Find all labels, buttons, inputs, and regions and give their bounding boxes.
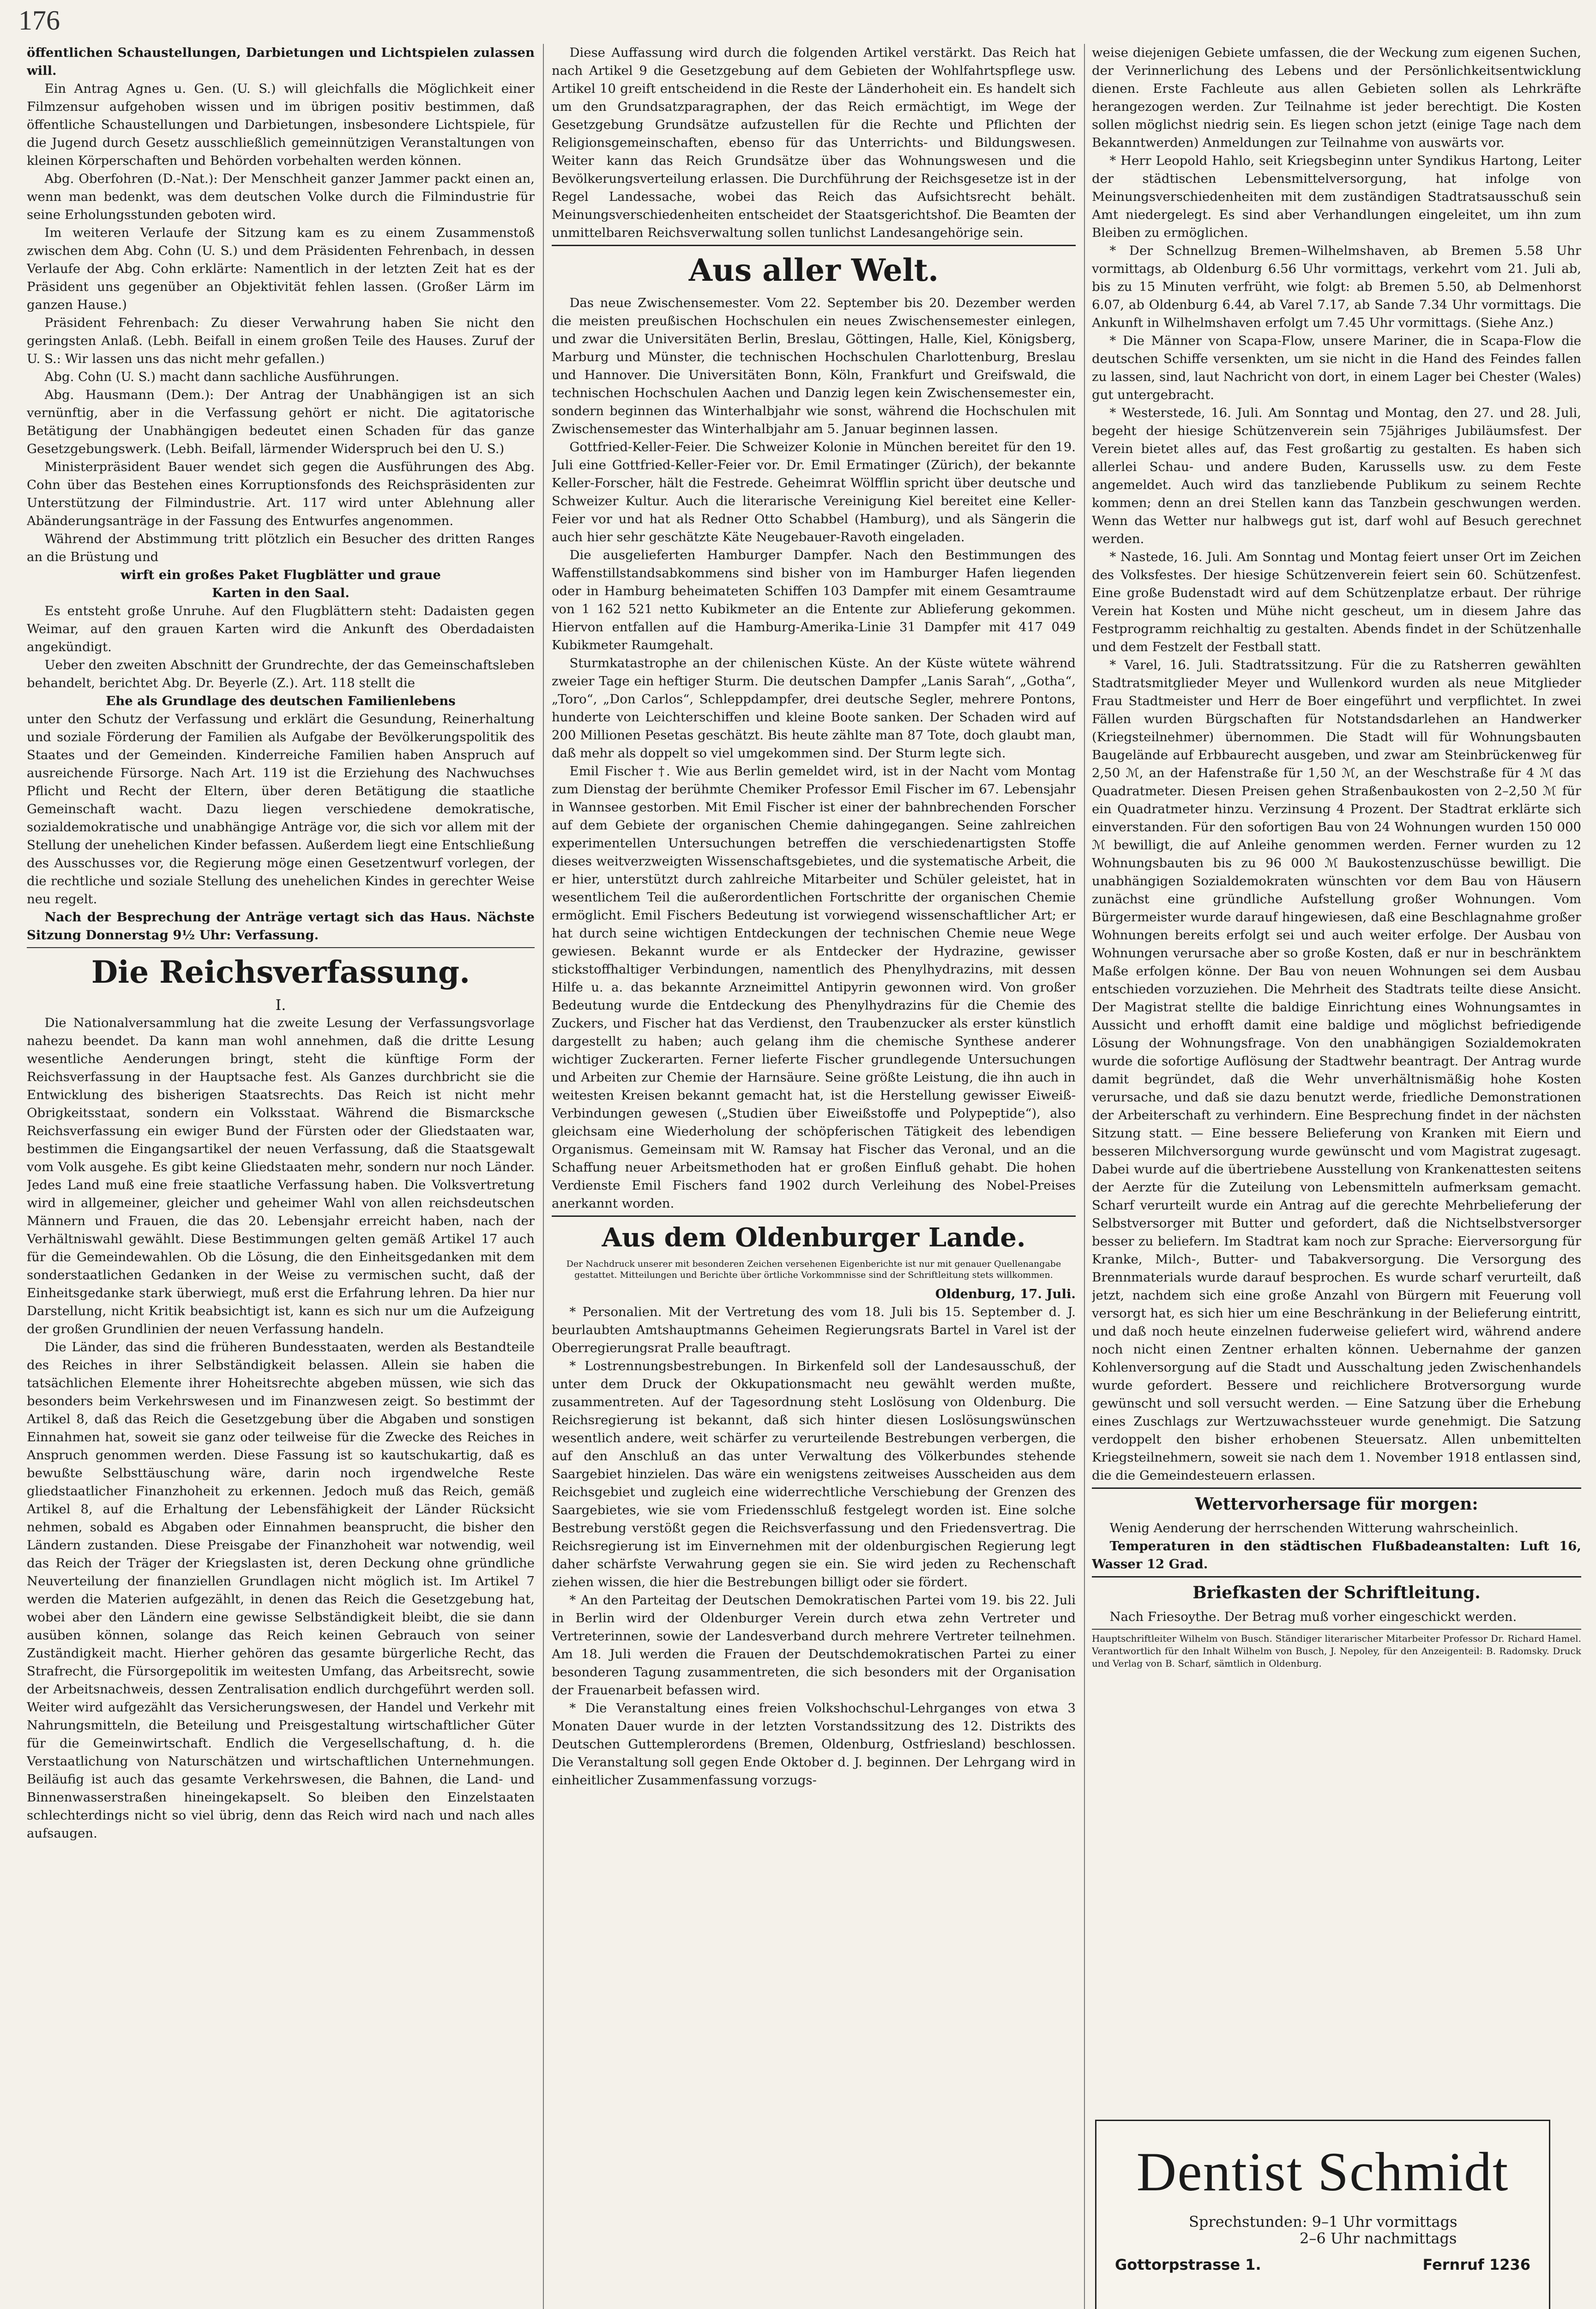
column-middle [552, 44, 1076, 2309]
paragraph: Die Länder, das sind die früheren Bundesstaaten, werden als Bestandteile des Reiches in ihrer Selbständigkeit belassen. Allein sie haben die tatsächlichen Elemente ihrer Hoheitsrechte abgeben müssen, wie sich das besonders beim Verkehrswesen und im Finanzwesen zeigt. So bestimmt der Artikel 8, daß das Reich die Gesetzgebung über die Abgaben und sonstigen Einnahmen hat, soweit sie ganz oder teilweise für die Zwecke des Reiches in Anspruch genommen werden. Diese Fassung ist so kautschukartig, daß es bewußte Selbsttäuschung wäre, darin noch irgendwelche Reste gliedstaatlicher Finanzhoheit zu erkennen. Jedoch muß das Reich, gemäß Artikel 8, auf die Erhaltung der Lebensfähigkeit der Länder Rücksicht nehmen, sobald es Abgaben oder Einnahmen beansprucht, die bisher den Ländern zustanden. Diese Preisgabe der Finanzhoheit war notwendig, weil das Reich der Träger der Kriegslasten ist, deren Deckung ohne gründliche Neuverteilung der finanziellen Grundlagen nicht möglich ist. Im Artikel 7 werden die Materien aufgezählt, in denen das Reich die Gesetzgebung hat, wobei aber den Ländern eine gewisse Selbständigkeit bleibt, die sie dann ausüben können, solange das Reich keinen Gebrauch von seiner Zuständigkeit macht. Hierher gehören das gesamte bürgerliche Recht, das Strafrecht, die Fürsorgepolitik im weitesten Umfang, das Arbeitsrecht, sowie der Arbeitsnachweis, dessen Zentralisation endlich durchgeführt werden soll. Weiter wird aufgezählt das Versicherungswesen, der Handel und Verkehr mit Nahrungsmitteln, die Beteilung und Preisgestaltung wirtschaftlicher Güter für die Gemeinwirtschaft. Endlich die Vergesellschaftung, d. h. die Verstaatlichung von Naturschätzen und wirtschaftlichen Unternehmungen. Beiläufig ist auch das gesamte Verkehrswesen, die Bahnen, die Land- und Binnenwasserstraßen hineingekapselt. So bleiben den Einzelstaaten schlechterdings nicht so viel übrig, denn das Reich wird nach und nach alles aufsaugen. [27, 1340, 535, 1841]
ad-hours [1189, 2213, 1457, 2247]
paragraph: * Varel, 16. Juli. Stadtratssitzung. Für die zu Ratsherren gewählten Stadtratsmitglieder Meyer und Wullenkord wurden als neue Mitglieder Frau Stadtmeister und Herr de Boer eingeführt und verpflichtet. In zwei Fällen wurden Bürgschaften für Notstandsdarlehen an Handwerker (Kriegsteilnehmer) übernommen. Die Stadt will für Wohnungsbauten Baugelände auf Erbbaurecht ausgeben, und zwar am Steinbrückenweg für 2,50 ℳ, an der Hafenstraße für 1,50 ℳ, an der Weschstraße für 4 ℳ das Quadratmeter. Diesen Preisen gehen Straßenbaukosten von 2–2,50 ℳ für ein Quadratmeter hinzu. Verzinsung 4 Prozent. Der Stadtrat erklärte sich einverstanden. Für den sofortigen Bau von 24 Wohnungen wurden 150 000 ℳ bewilligt, die auf Anleihe genommen werden. Ferner wurden zu 12 Wohnungsbauten bis zu 96 000 ℳ Baukostenzuschüsse bewilligt. Die unabhängigen Sozialdemokraten wünschten vor dem Bau von Häusern zunächst eine gründliche Aufstellung großer Wohnungen. Vom Bürgermeister wurde darauf hingewiesen, daß eine Beschlagnahme großer Wohnungen bereits erfolgt sei und auch weiter erfolge. Der Ausbau von Wohnungen verursache aber so große Kosten, daß er nur in beschränktem Maße erfolgen könne. Der Bau von neuen Wohnungen sei dem Ausbau entschieden vorzuziehen. Die Mehrheit des Stadtrats teilte diese Ansicht. Der Magistrat stellte die baldige Einrichtung eines Wohnungsamtes in Aussicht und erhofft damit eine baldige und möglichst befriedigende Lösung der Wohnungsfrage. Von den unabhängigen Sozialdemokraten wurde die sofortige Auflösung der Stadtwehr beantragt. Der Antrag wurde damit begründet, daß die Wehr unverhältnismäßig hohe Kosten verursache, und daß sie dazu benutzt werde, friedliche Demonstrationen der Arbeiterschaft zu verhindern. Eine Besprechung findet in der nächsten Sitzung statt. — Eine bessere Belieferung von Kranken mit Eiern und besseren Milchversorgung wurde gewünscht und vom Magistrat zugesagt. Dabei wurde auf die übertriebene Ausstellung von Krankenattesten seitens der Aerzte für die Zuteilung von Lebensmitteln aufmerksam gemacht. Scharf verurteilt wurde ein Antrag auf die gerechte Mehrbelieferung der Selbstversorger mit Butter und gefordert, daß die Nichtselbstversorger besser zu beliefern. Im Stadtrat kam noch zur Sprache: Eierversorgung für Kranke, Milch-, Butter- und Tabakversorgung. Die Versorgung des Brennmaterials wurde darauf besprochen. Es wurde scharf verurteilt, daß jetzt, nachdem sich eine große Anzahl von Bürgern mit Feuerung voll versorgt hat, es sich hier um eine Beschränkung in der Belieferung eintritt, und daß noch heute einzelnen fuderweise geliefert wird, während andere noch nicht einen Zentner erhalten können. Uebernahme der ganzen Kohlenversorgung auf die Stadt und Ausschaltung jeden Zwischenhandels wurde gefordert. Bessere und reichlichere Brotversorgung wurde gewünscht und soll versucht werden. — Eine Satzung über die Erhebung eines Zuschlags zur Wertzuwachssteuer wurde genehmigt. Die Satzung verdoppelt den bisher erhobenen Steuersatz. Allen unbemittelten Kriegsteilnehmern, soweit sie nach dem 1. November 1918 entlassen sind, die die Gemeindesteuern erlassen. [1092, 658, 1581, 1483]
section-title: Aus dem Oldenburger Lande. [602, 1222, 1026, 1253]
divider [1092, 1487, 1581, 1489]
paragraph: Abg. Cohn (U. S.) macht dann sachliche Ausführungen. [44, 369, 399, 384]
paragraph: * Westerstede, 16. Juli. Am Sonntag und Montag, den 27. und 28. Juli, begeht der hiesige Schützenverein sein 75jähriges Jubiläumsfest. Der Verein bietet alles auf, das Fest großartig zu gestalten. Es haben sich allerlei Schau- und andere Buden, Karussells usw. zu dem Feste angemeldet. Auch wird das tanzliebende Publikum zu seinem Rechte kommen; denn an drei Stellen kann das Tanzbein geschwungen werden. Wenn das Wetter nur halbwegs gut ist, darf wohl auf Besuch gerechnet werden. [1092, 405, 1581, 546]
weather-text: Wenig Aenderung der herrschenden Witterung wahrscheinlich. [1109, 1521, 1518, 1535]
ad-phone: Fernruf 1236 [1422, 2256, 1530, 2273]
weather-title: Wettervorhersage für morgen: [1195, 1494, 1478, 1514]
paragraph: Abg. Oberfohren (D.-Nat.): Der Menschheit ganzer Jammer packt einen an, wenn man bedenkt, was dem deutschen Volke durch die Filmindustrie für seine Erholungsstunden geboten wird. [27, 171, 535, 222]
paragraph: Die Nationalversammlung hat die zweite Lesung der Verfassungsvorlage nahezu beendet. Da kann man wohl annehmen, daß die dritte Lesung wesentliche Aenderungen bringt, steht die künftige Form der Reichsverfassung in der Hauptsache fest. Als Ganzes durchbricht sie die Entwicklung des bisherigen Staatsrechts. Das Reich ist nicht mehr Obrigkeitsstaat, sondern ein Volksstaat. Während die Bismarcksche Reichsverfassung ein ewiger Bund der Fürsten oder der Gliedstaaten war, bestimmen die Eingangsartikel der neuen Verfassung, daß die Staatsgewalt vom Volk ausgehe. Es gibt keine Gliedstaaten mehr, sondern nur noch Länder. Jedes Land muß eine freie staatliche Verfassung haben. Die Volksvertretung wird in allgemeiner, gleicher und geheimer Wahl von allen reichsdeutschen Männern und Frauen, die das 20. Lebensjahr erreicht haben, nach der Verhältniswahl gewählt. Diese Bestimmungen gelten gemäß Artikel 17 auch für die Gemeindewahlen. Ob die Lösung, die den Einheitsgedanken mit dem sonderstaatlichen Gedanken in der Weise zu vermischen sucht, daß der Einheitsgedanke stark überwiegt, muß erst die Erfahrung lehren. Da hier nur Darstellung, nicht Kritik beabsichtigt ist, kann es sich nur um die Aufzeigung der großen Grundlinien der neuen Verfassung handeln. [27, 1015, 535, 1336]
column-right [1092, 44, 1581, 2113]
paragraph: * Herr Leopold Hahlo, seit Kriegsbeginn unter Syndikus Hartong, Leiter der städtischen Lebensmittelversorgung, hat infolge von Meinungsverschiedenheiten mit dem zuständigen Stadtratsausschuß sein Amt niedergelegt. Es sind aber Verhandlungen eingeleitet, um ihn zum Bleiben zu ermöglichen. [1092, 153, 1581, 240]
ad-footer [1115, 2256, 1530, 2273]
ad-hours-afternoon: 2–6 Uhr nachmittags [1300, 2230, 1457, 2247]
temperature-text: Temperaturen in den städtischen Flußbadeanstalten: Luft 16, Wasser 12 Grad. [1092, 1539, 1581, 1572]
ad-title: Dentist Schmidt [1136, 2141, 1509, 2202]
paragraph: Präsident Fehrenbach: Zu dieser Verwahrung haben Sie nicht den geringsten Anlaß. (Lebh. Beifall in einem großen Teile des Hauses. Zuruf der U. S.: Wir lassen uns das nicht mehr gefallen.) [27, 315, 535, 366]
paragraph: Im weiteren Verlaufe der Sitzung kam es zu einem Zusammenstoß zwischen dem Abg. Cohn (U. S.) und dem Präsidenten Fehrenbach, in dessen Verlaufe der Abg. Cohn erklärte: Namentlich in der letzten Zeit hat es der Präsident uns gegenüber an Objektivität fehlen lassen. (Großer Lärm im ganzen Hause.) [27, 225, 535, 312]
paragraph: * Der Schnellzug Bremen–Wilhelmshaven, ab Bremen 5.58 Uhr vormittags, ab Oldenburg 6.56 Uhr vormittags, verkehrt vom 21. Juli ab, bis zu 15 Minuten verfrüht, wie folgt: ab Bremen 5.50, ab Delmenhorst 6.07, ab Oldenburg 6.44, ab Varel 7.17, ab Sande 7.34 Uhr vormittags. Die Ankunft in Wilhelmshaven erfolgt um 7.45 Uhr vormittags. (Siehe Anz.) [1092, 243, 1581, 330]
divider [552, 245, 1076, 246]
paragraph: * Die Männer von Scapa-Flow, unsere Mariner, die in Scapa-Flow die deutschen Schiffe versenkten, um sie nicht in die Hand des Feindes fallen zu lassen, sind, laut Nachricht von dort, in einem Lager bei Chester (Wales) gut untergebracht. [1092, 333, 1581, 402]
paragraph: Ein Antrag Agnes u. Gen. (U. S.) will gleichfalls die Möglichkeit einer Filmzensur aufgehoben wissen und im übrigen positiv bestimmen, daß öffentliche Schaustellungen und Darbietungen, insbesondere Lichtspiele, für die Jugend durch Gesetz ausschließlich gemeinnützigen Veranstaltungen von kleinen Körperschaften und Behörden vorbehalten werden können. [27, 81, 535, 168]
section-number: I. [275, 996, 286, 1014]
page-number: 176 [18, 5, 60, 36]
paragraph: Ministerpräsident Bauer wendet sich gegen die Ausführungen des Abg. Cohn über das Bestehen eines Korruptionsfonds des Reichspräsidenten zur Unterstützung der Filmindustrie. Art. 117 wird unter Ablehnung aller Abänderungsanträge in der Fassung des Entwurfes angenommen. [27, 459, 535, 528]
paragraph: Abg. Hausmann (Dem.): Der Antrag der Unabhängigen ist an sich vernünftig, aber in die Verfassung gehört er nicht. Die agitatorische Betätigung der Unabhängigen bedeutet einen Schaden für das ganze Gesetzgebungswerk. (Lebh. Beifall, lärmender Widerspruch bei den U. S.) [27, 387, 535, 456]
section-title: Aus aller Welt. [688, 252, 939, 288]
ad-address: Gottorpstrasse 1. [1115, 2256, 1261, 2273]
section-title: Die Reichsverfassung. [91, 954, 470, 990]
divider [1092, 1576, 1581, 1578]
divider [552, 1215, 1076, 1217]
paragraph: * Die Veranstaltung eines freien Volkshochschul-Lehrganges von etwa 3 Monaten Dauer wurde in der letzten Vorstandssitzung des 12. Distrikts des Deutschen Guttemplerordens (Bremen, Oldenburg, Ostfriesland) beschlossen. Die Veranstaltung soll gegen Ende Oktober d. J. beginnen. Der Lehrgang wird in einheitlicher Zusammenfassung vorzugs- [552, 1701, 1076, 1788]
paragraph: Sturmkatastrophe an der chilenischen Küste. An der Küste wütete während zweier Tage ein heftiger Sturm. Die deutschen Dampfer „Lanis Sarah“, „Gotha“, „Toro“, „Don Carlos“, Schleppdampfer, drei deutsche Segler, mehrere Pontons, hunderte von Leichterschiffen und kleine Boote sanken. Der Schaden wird auf 200 Millionen Pesetas geschätzt. Bis heute zählte man 87 Tote, doch glaubt man, daß mehr als doppelt so viel umgekommen sind. Der Sturm legte sich. [552, 656, 1076, 761]
paragraph: Es entsteht große Unruhe. Auf den Flugblättern steht: Dadaisten gegen Weimar, auf den grauen Karten wird die Ankunft des Oberdadaisten angekündigt. [27, 604, 535, 654]
paragraph: * An den Parteitag der Deutschen Demokratischen Partei vom 19. bis 22. Juli in Berlin wird der Oldenburger Verein durch etwa zehn Vertreter und Vertreterinnen, sowie der Landesverband durch mehrere Vertreter teilnehmen. Am 18. Juli werden die Frauen der Deutschdemokratischen Partei zu einer besonderen Tagung zusammentreten, die sich besonders mit der Organisation der Frauenarbeit befassen wird. [552, 1593, 1076, 1698]
letterbox-title: Briefkasten der Schriftleitung. [1192, 1583, 1481, 1602]
paragraph: Das neue Zwischensemester. Vom 22. September bis 20. Dezember werden die meisten preußischen Hochschulen ein neues Zwischensemester einlegen, und zwar die Universitäten Berlin, Breslau, Göttingen, Halle, Kiel, Königsberg, Marburg und Münster, die technischen Hochschulen Charlottenburg, Breslau und Hannover. Die Universitäten Bonn, Köln, Frankfurt und Greifswald, die technischen Hochschulen Aachen und Danzig legen kein Zwischensemester ein, sondern beginnen das Winterhalbjahr wie sonst, während die Hochschulen mit Zwischensemester das Winterhalbjahr am 5. Januar beginnen lassen. [552, 296, 1076, 436]
ad-hours-label: Sprechstunden: [1189, 2213, 1307, 2230]
paragraph: Nach der Besprechung der Anträge vertagt sich das Haus. Nächste Sitzung Donnerstag 9½ Uhr: Verfassung. [27, 910, 535, 943]
paragraph: Die ausgelieferten Hamburger Dampfer. Nach den Bestimmungen des Waffenstillstandsabkommens sind bisher von im Hamburger Hafen liegenden oder in Hamburg beheimateten Schiffen 103 Dampfer mit einem Gesamtraume von 1 162 521 netto Kubikmeter an die Entente zur Ablieferung gekommen. Hiervon entfallen auf die Hamburg-Amerika-Linie 31 Dampfer mit 417 049 Kubikmeter Raumgehalt. [552, 548, 1076, 653]
dentist-advertisement [1095, 2120, 1550, 2309]
paragraph: Diese Auffassung wird durch die folgenden Artikel verstärkt. Das Reich hat nach Artikel 9 die Gesetzgebung auf dem Gebieten der Wohlfahrtspflege usw. Artikel 10 greift entscheidend in die Reste der Länderhoheit ein. Es handelt sich um den Grundsatzparagraphen, der das Reich ermächtigt, im Wege der Gesetzgebung Grundsätze aufzustellen für die Rechte und Pflichten der Religionsgemeinschaften, ebenso für das Unterrichts- und Bildungswesen. Weiter kann das Reich Grundsätze über das Wohnungswesen und die Bevölkerungsverteilung erlassen. Die Durchführung der Reichsgesetze ist in der Regel Landessache, wobei das Reich das Aufsichtsrecht behält. Meinungsverschiedenheiten entscheidet der Staatsgerichtshof. Die Beamten der unmittelbaren Reichsverwaltung sollen tunlichst Landesangehörige sein. [552, 45, 1076, 240]
subheading: Ehe als Grundlage des deutschen Familienlebens [106, 694, 456, 708]
column-left [27, 44, 535, 2309]
paragraph: öffentlichen Schaustellungen, Darbietungen und Lichtspielen zulassen will. [27, 45, 535, 78]
paragraph: * Nastede, 16. Juli. Am Sonntag und Montag feiert unser Ort im Zeichen des Volksfestes. Der hiesige Schützenverein feiert sein 60. Schützenfest. Eine große Budenstadt wird auf dem Schützenplatze erbaut. Der rührige Verein hat Kosten und Mühe nicht gescheut, um in diesem Jahre das Festprogramm reichhaltig zu gestalten. Abends findet in der Schützenhalle und dem Festzelt der Festball statt. [1092, 550, 1581, 654]
reprint-note: Der Nachdruck unserer mit besonderen Zeichen versehenen Eigenberichte ist nur mit genauer Quellenangabe gestattet. Mitteilungen und Berichte über örtliche Vorkommnisse sind der Schriftleitung stets willkommen. [566, 1259, 1061, 1280]
paragraph: * Personalien. Mit der Vertretung des vom 18. Juli bis 15. September d. J. beurlaubten Amtshauptmanns Geheimen Regierungsrats Bartel in Varel ist der Oberregierungsrat Pralle beauftragt. [552, 1305, 1076, 1355]
paragraph: Emil Fischer †. Wie aus Berlin gemeldet wird, ist in der Nacht vom Montag zum Dienstag der berühmte Chemiker Professor Emil Fischer im 67. Lebensjahr in Wannsee gestorben. Mit Emil Fischer ist einer der bahnbrechenden Forscher auf dem Gebiete der organischen Chemie dahingegangen. Seine zahlreichen experimentellen Untersuchungen betreffen die verschiedenartigsten Stoffe dieses weitverzweigten Wissenschaftsgebietes, und die systematische Arbeit, die er hier, unterstützt durch zahlreiche Mitarbeiter und Schüler geleistet, hat in wesentlichem Teil die außerordentlichen Fortschritte der organischen Chemie ermöglicht. Emil Fischers Bedeutung ist vorwiegend wissenschaftlicher Art; er hat durch seine wichtigen Entdeckungen der technischen Chemie neue Wege gewiesen. Bekannt wurde er als Entdecker der Hydrazine, gewisser stickstoffhaltiger Verbindungen, namentlich des Phenylhydrazins, mit dessen Hilfe u. a. das bekannte Arzneimittel Antipyrin gewonnen wird. Von großer Bedeutung wurde die Entdeckung des Phenylhydrazins für die Chemie des Zuckers, und Fischer hat das Verdienst, den Traubenzucker als erster künstlich dargestellt zu haben; auch gelang ihm die chemische Synthese anderer wichtiger Zuckerarten. Ferner lieferte Fischer grundlegende Untersuchungen und Arbeiten zur Chemie der Harnsäure. Seine größte Leistung, die ihn auch in weitesten Kreisen bekannt gemacht hat, ist die Herstellung gewisser Eiweiß-Verbindungen gewesen („Studien über Eiweißstoffe und Polypeptide“), also gleichsam eine Wiederholung der schöpferischen Tätigkeit des lebendigen Organismus. Gemeinsam mit W. Ramsay hat Fischer das Veronal, und an die Schaffung neuer Arbeitsmethoden hat er großen Einfluß gehabt. Die hohen Verdienste Emil Fischers fand 1902 durch Verleihung des Nobel-Preises anerkannt worden. [552, 764, 1076, 1211]
paragraph: weise diejenigen Gebiete umfassen, die der Weckung zum eigenen Suchen, der Verinnerlichung des Lebens und der Persönlichkeitsentwicklung dienen. Erste Fachleute aus allen Gebieten sollen als Lehrkräfte herangezogen werden. Zur Teilnahme ist jeder berechtigt. Die Kosten sollen möglichst niedrig sein. Es liegen schon jetzt (einige Tage nach dem Bekanntwerden) Anmeldungen zur Teilnahme von auswärts vor. [1092, 45, 1581, 150]
letterbox-text: Nach Friesoythe. Der Betrag muß vorher eingeschickt werden. [1109, 1609, 1517, 1624]
divider [27, 947, 535, 948]
paragraph: Gottfried-Keller-Feier. Die Schweizer Kolonie in München bereitet für den 19. Juli eine Gottfried-Keller-Feier vor. Dr. Emil Ermatinger (Zürich), der bekannte Keller-Forscher, hält die Festrede. Geheimrat Wölfflin spricht über deutsche und Schweizer Kultur. Auch die literarische Vereinigung Kiel bereitet eine Keller-Feier vor und hat als Redner Otto Schabbel (Hamburg), und als Sängerin die auch hier sehr geschätzte Käte Neugebauer-Ravoth eingeladen. [552, 440, 1076, 544]
paragraph: unter den Schutz der Verfassung und erklärt die Gesundung, Reinerhaltung und soziale Förderung der Familien als Aufgabe der Bevölkerungspolitik des Staates und der Gemeinden. Kinderreiche Familien haben Anspruch auf ausreichende Fürsorge. Nach Art. 119 ist die Erziehung des Nachwuchses Pflicht und Recht der Eltern, über deren Betätigung die staatliche Gemeinschaft wacht. Dazu liegen verschiedene demokratische, sozialdemokratische und unabhängige Anträge vor, die sich vor allem mit der Stellung der unehelichen Kinder befassen. Außerdem liegt eine Entschließung des Ausschusses vor, die Regierung möge einen Gesetzentwurf vorlegen, der die rechtliche und soziale Stellung des unehelichen Kindes in gerechter Weise neu regelt. [27, 712, 535, 907]
divider [1092, 1629, 1581, 1630]
imprint: Hauptschriftleiter Wilhelm von Busch. Ständiger literarischer Mitarbeiter Professor Dr. Richard Hamel. Verantwortlich für den Inhalt Wilhelm von Busch, J. Nepoley, für den Anzeigenteil: B. Radomsky. Druck und Verlag von B. Scharf, sämtlich in Oldenburg. [1092, 1633, 1581, 1669]
ad-hours-morning: 9–1 Uhr vormittags [1312, 2213, 1457, 2230]
column-divider [543, 44, 544, 2309]
paragraph: Ueber den zweiten Abschnitt der Grundrechte, der das Gemeinschaftsleben behandelt, berichtet Abg. Dr. Beyerle (Z.). Art. 118 stellt die [27, 658, 535, 690]
column-divider [1084, 44, 1085, 2309]
paragraph: Während der Abstimmung tritt plötzlich ein Besucher des dritten Ranges an die Brüstung und [27, 532, 535, 564]
dateline: Oldenburg, 17. Juli. [935, 1287, 1076, 1301]
paragraph: * Lostrennungsbestrebungen. In Birkenfeld soll der Landesausschuß, der unter dem Druck der Okkupationsmacht neu gewählt werden mußte, zusammentreten. Auf der Tagesordnung steht Loslösung von Oldenburg. Die Reichsregierung ist bekannt, daß sich hinter diesen Loslösungswünschen wesentlich andere, weit schärfer zu verurteilende Bestrebungen verbergen, die auf den Anschluß an das unter Verwaltung des Völkerbundes stehende Saargebiet hinzielen. Das wäre ein wenigstens zeitweises Ausscheiden aus dem Reichsgebiet und zugleich eine widerrechtliche Verschiebung der Grenzen des Saargebietes, wie sie vom Friedensschluß festgelegt worden ist. Eine solche Bestrebung verstößt gegen die Reichsverfassung und den Friedensvertrag. Die Reichsregierung ist im Einvernehmen mit der oldenburgischen Regierung legt daher schärfste Verwahrung gegen sie ein. Sie wird jeden zu Rechenschaft ziehen wissen, die hier die Bestrebungen billigt oder sie fördert. [552, 1359, 1076, 1590]
subheading: wirft ein großes Paket Flugblätter und graue [120, 568, 441, 582]
subheading: Karten in den Saal. [212, 586, 349, 600]
